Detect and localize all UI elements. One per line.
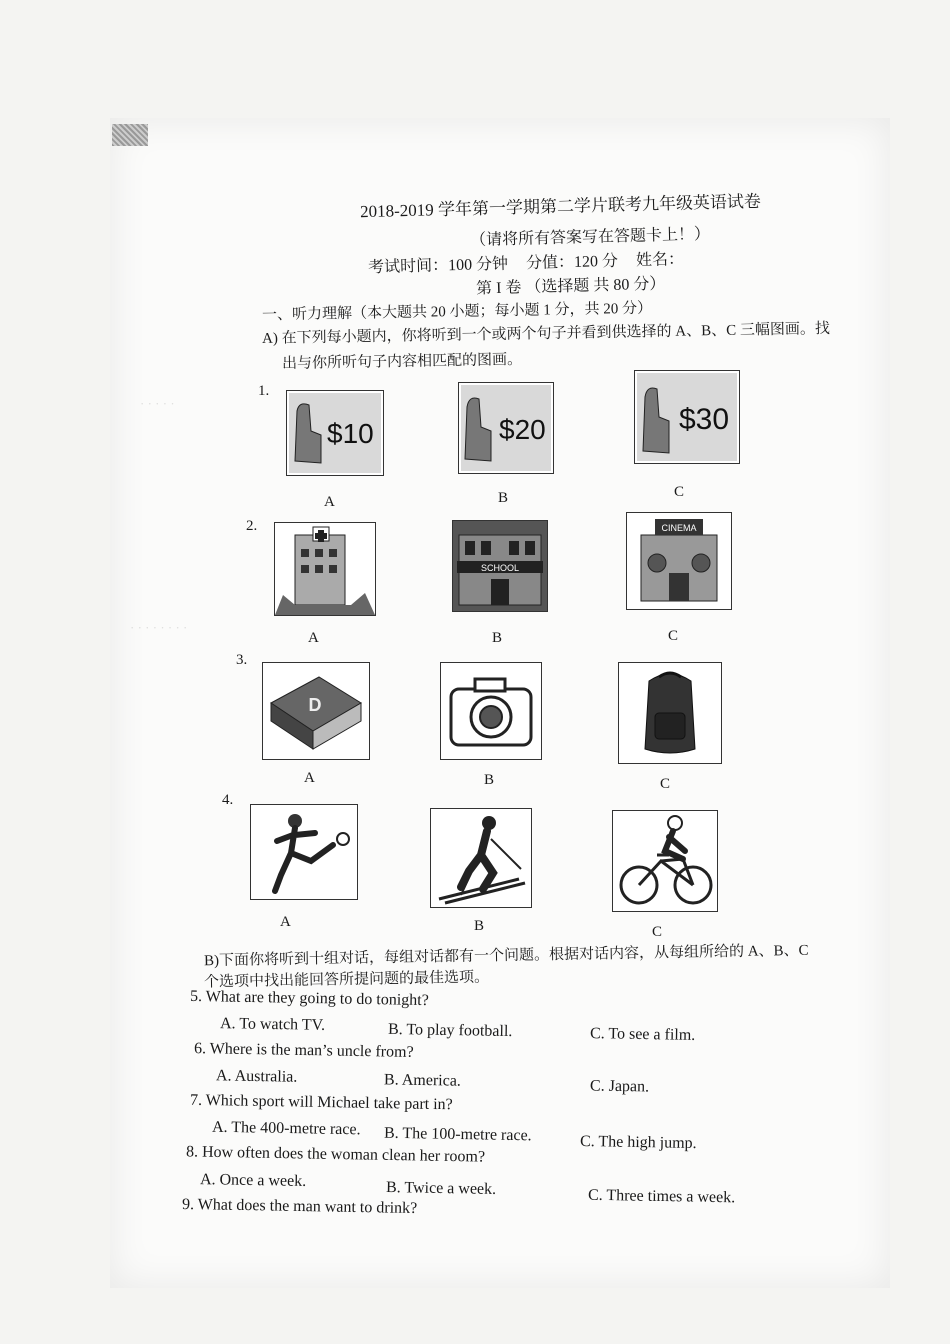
hospital-icon: [274, 522, 376, 616]
shoe-price-tag-icon: [634, 370, 740, 464]
book-letter: D: [308, 695, 322, 715]
question-6: 6. Where is the man’s uncle from?: [193, 1040, 414, 1061]
exam-time: 考试时间：100 分钟: [367, 255, 509, 277]
part-a-instruction-cont: 出与你所听句子内容相匹配的图画。: [281, 351, 523, 373]
soccer-player-icon: [250, 804, 358, 900]
option-label-c: C: [668, 628, 679, 644]
option-label-c: C: [652, 924, 663, 940]
option-label-b: B: [498, 490, 509, 506]
part-b-instruction-cont: 个选项中找出能回答所提问题的最佳选项。: [203, 969, 490, 991]
choice-b: B. The 100-metre race.: [383, 1124, 532, 1145]
shoe-price-tag-icon: [286, 390, 384, 476]
exam-volume: 第 I 卷 （选择题 共 80 分）: [475, 275, 666, 298]
choice-a: A. Once a week.: [199, 1171, 307, 1190]
exam-title: 2018-2019 学年第一学期第二学片联考九年级英语试卷: [359, 191, 762, 222]
part-b-instruction: B)下面你将听到十组对话，每组对话都有一个问题。根据对话内容，从每组所给的 A、B、C: [203, 942, 809, 970]
shoe-price-tag-icon: [458, 382, 554, 474]
option-label-a: A: [308, 630, 319, 646]
choice-c: C. Japan.: [589, 1077, 650, 1096]
choice-b: B. To play football.: [387, 1020, 513, 1041]
skier-icon: [430, 808, 532, 908]
option-label-b: B: [484, 772, 495, 788]
choice-c: C. The high jump.: [579, 1132, 697, 1153]
question-5: 5. What are they going to do tonight?: [189, 987, 429, 1010]
choice-a: A. Australia.: [215, 1067, 298, 1086]
price-tag-text: $10: [327, 418, 374, 449]
exam-name-field: 姓名：: [635, 251, 685, 270]
bleed-through-text: · · · · · · · ·: [130, 620, 188, 635]
price-tag-text: $20: [499, 414, 546, 445]
page-corner-tab: [112, 124, 148, 146]
cinema-icon: [626, 512, 732, 610]
exam-note: （请将所有答案写在答题卡上！）: [469, 225, 711, 250]
price-tag-text: $30: [679, 403, 730, 436]
question-number: 2.: [246, 518, 258, 534]
question-number: 3.: [236, 652, 248, 668]
backpack-icon: [618, 662, 722, 764]
choice-a: A. The 400-metre race.: [211, 1118, 361, 1139]
camera-icon: [440, 662, 542, 760]
exam-score: 分值：120 分: [525, 252, 619, 273]
dictionary-icon: [262, 662, 370, 760]
choice-c: C. Three times a week.: [587, 1186, 736, 1207]
cyclist-icon: [612, 810, 718, 912]
option-label-b: B: [474, 918, 485, 934]
question-number: 4.: [222, 792, 234, 808]
choice-a: A. To watch TV.: [219, 1015, 326, 1034]
option-label-c: C: [674, 484, 685, 500]
question-8: 8. How often does the woman clean her room?: [185, 1143, 486, 1166]
option-label-a: A: [304, 770, 315, 786]
option-label-a: A: [324, 494, 335, 510]
option-label-a: A: [280, 914, 291, 930]
cinema-sign: CINEMA: [661, 523, 697, 533]
school-building-icon: [452, 520, 548, 612]
choice-b: B. Twice a week.: [385, 1179, 497, 1198]
part-a-instruction: A) 在下列每小题内，你将听到一个或两个句子并看到供选择的 A、B、C 三幅图画。找: [261, 321, 831, 347]
question-7: 7. Which sport will Michael take part in?: [189, 1091, 453, 1114]
question-9: 9. What does the man want to drink?: [181, 1195, 418, 1218]
bleed-through-text: · · · · ·: [140, 396, 175, 411]
option-label-b: B: [492, 630, 503, 646]
choice-c: C. To see a film.: [589, 1025, 696, 1044]
section-title: 一、听力理解（本大题共 20 小题；每小题 1 分，共 20 分）: [261, 300, 653, 324]
option-label-c: C: [660, 776, 671, 792]
question-number: 1.: [258, 383, 270, 399]
choice-b: B. America.: [383, 1071, 462, 1090]
school-sign: SCHOOL: [480, 563, 520, 573]
